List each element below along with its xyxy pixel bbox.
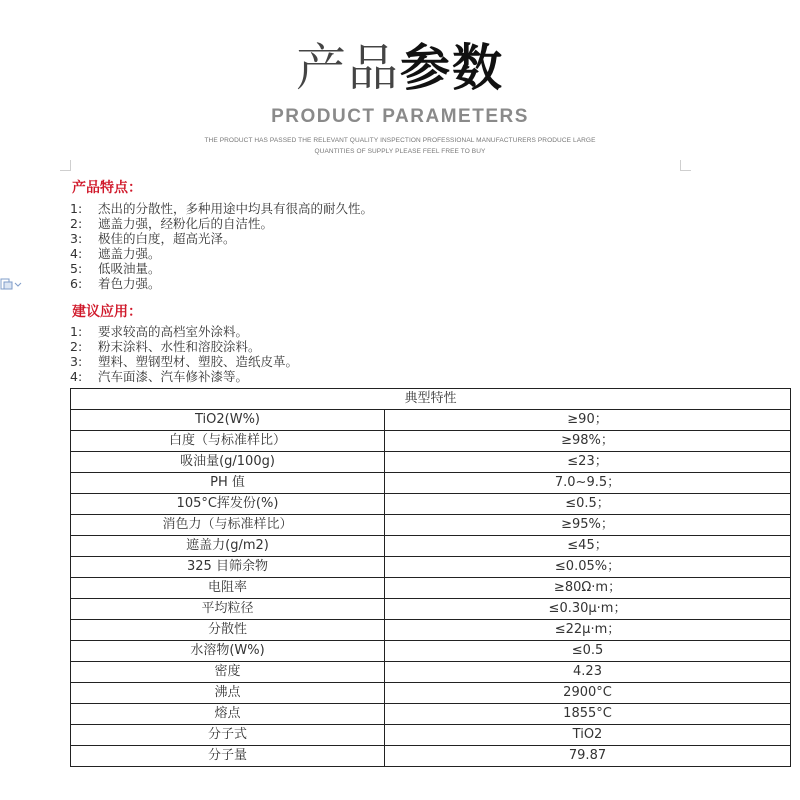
list-item: 4: 汽车面漆、汽车修补漆等。: [70, 369, 249, 384]
table-header: 典型特性: [71, 389, 791, 410]
property-name: 沸点: [71, 683, 385, 704]
property-value: ≤22μ·m；: [385, 620, 791, 641]
table-row: [71, 704, 791, 725]
list-item: 1: 要求较高的高档室外涂料。: [70, 324, 249, 339]
table-row: [71, 683, 791, 704]
property-value: ≤23；: [385, 452, 791, 473]
table-row: [71, 473, 791, 494]
property-name: 电阻率: [71, 578, 385, 599]
table-row: [71, 620, 791, 641]
property-name: 熔点: [71, 704, 385, 725]
subtitle-line-1: THE PRODUCT HAS PASSED THE RELEVANT QUALITY INSPECTION PROFESSIONAL MANUFACTURERS PRODUCE LARGE: [204, 137, 596, 144]
list-item: 5: 低吸油量。: [70, 261, 161, 276]
list-item: 2: 粉末涂料、水性和溶胶涂料。: [70, 339, 261, 354]
property-value: ≤0.5；: [385, 494, 791, 515]
table-header-row: [71, 389, 791, 410]
crop-mark-right: [680, 160, 691, 171]
property-name: 分子式: [71, 725, 385, 746]
property-name: 分子量: [71, 746, 385, 767]
table-row: [71, 536, 791, 557]
table-row: [71, 515, 791, 536]
property-value: 2900°C: [385, 683, 791, 704]
property-value: 79.87: [385, 746, 791, 767]
property-name: TiO2(W%): [71, 410, 385, 431]
property-name: 325 目筛余物: [71, 557, 385, 578]
page-subtitle: [150, 135, 650, 157]
features-list: [70, 201, 373, 291]
page-title-english: PRODUCT PARAMETERS: [271, 106, 529, 127]
property-name: 分散性: [71, 620, 385, 641]
property-name: 吸油量(g/100g): [71, 452, 385, 473]
paste-options-icon[interactable]: [0, 278, 22, 293]
property-value: 1855°C: [385, 704, 791, 725]
properties-table: [70, 388, 791, 767]
title-light: 产品: [296, 39, 400, 97]
property-name: 平均粒径: [71, 599, 385, 620]
page-title: [0, 38, 800, 98]
property-value: 7.0~9.5；: [385, 473, 791, 494]
applications-list: [70, 324, 298, 384]
subtitle-line-2: QUANTITIES OF SUPPLY PLEASE FEEL FREE TO BUY: [314, 148, 486, 155]
property-name: PH 值: [71, 473, 385, 494]
list-item: 3: 极佳的白度，超高光泽。: [70, 231, 236, 246]
property-value: 4.23: [385, 662, 791, 683]
crop-mark-left: [60, 160, 71, 171]
table-row: [71, 578, 791, 599]
property-value: ≤0.30μ·m；: [385, 599, 791, 620]
table-row: [71, 452, 791, 473]
property-name: 白度（与标准样比）: [71, 431, 385, 452]
property-value: ≤0.5: [385, 641, 791, 662]
list-item: 4: 遮盖力强。: [70, 246, 161, 261]
table-row: [71, 662, 791, 683]
property-name: 遮盖力(g/m2): [71, 536, 385, 557]
table-row: [71, 494, 791, 515]
table-row: [71, 599, 791, 620]
property-value: ≥98%；: [385, 431, 791, 452]
table-row: [71, 746, 791, 767]
property-name: 105°C挥发份(%): [71, 494, 385, 515]
table-row: [71, 431, 791, 452]
property-value: ≥95%；: [385, 515, 791, 536]
list-item: 2: 遮盖力强，经粉化后的自洁性。: [70, 216, 274, 231]
page-header: [0, 0, 800, 165]
property-name: 密度: [71, 662, 385, 683]
table-row: [71, 725, 791, 746]
features-title: 产品特点：: [72, 180, 142, 196]
title-bold: 参数: [400, 39, 504, 97]
property-value: ≤0.05%；: [385, 557, 791, 578]
list-item: 6: 着色力强。: [70, 276, 161, 291]
property-value: ≤45；: [385, 536, 791, 557]
table-row: [71, 641, 791, 662]
property-value: ≥80Ω·m；: [385, 578, 791, 599]
table-row: [71, 557, 791, 578]
property-value: TiO2: [385, 725, 791, 746]
list-item: 3: 塑料、塑钢型材、塑胶、造纸皮革。: [70, 354, 299, 369]
applications-title: 建议应用：: [72, 304, 142, 320]
table-row: [71, 410, 791, 431]
list-item: 1: 杰出的分散性，多种用途中均具有很高的耐久性。: [70, 201, 374, 216]
property-value: ≥90；: [385, 410, 791, 431]
property-name: 消色力（与标准样比）: [71, 515, 385, 536]
property-name: 水溶物(W%): [71, 641, 385, 662]
